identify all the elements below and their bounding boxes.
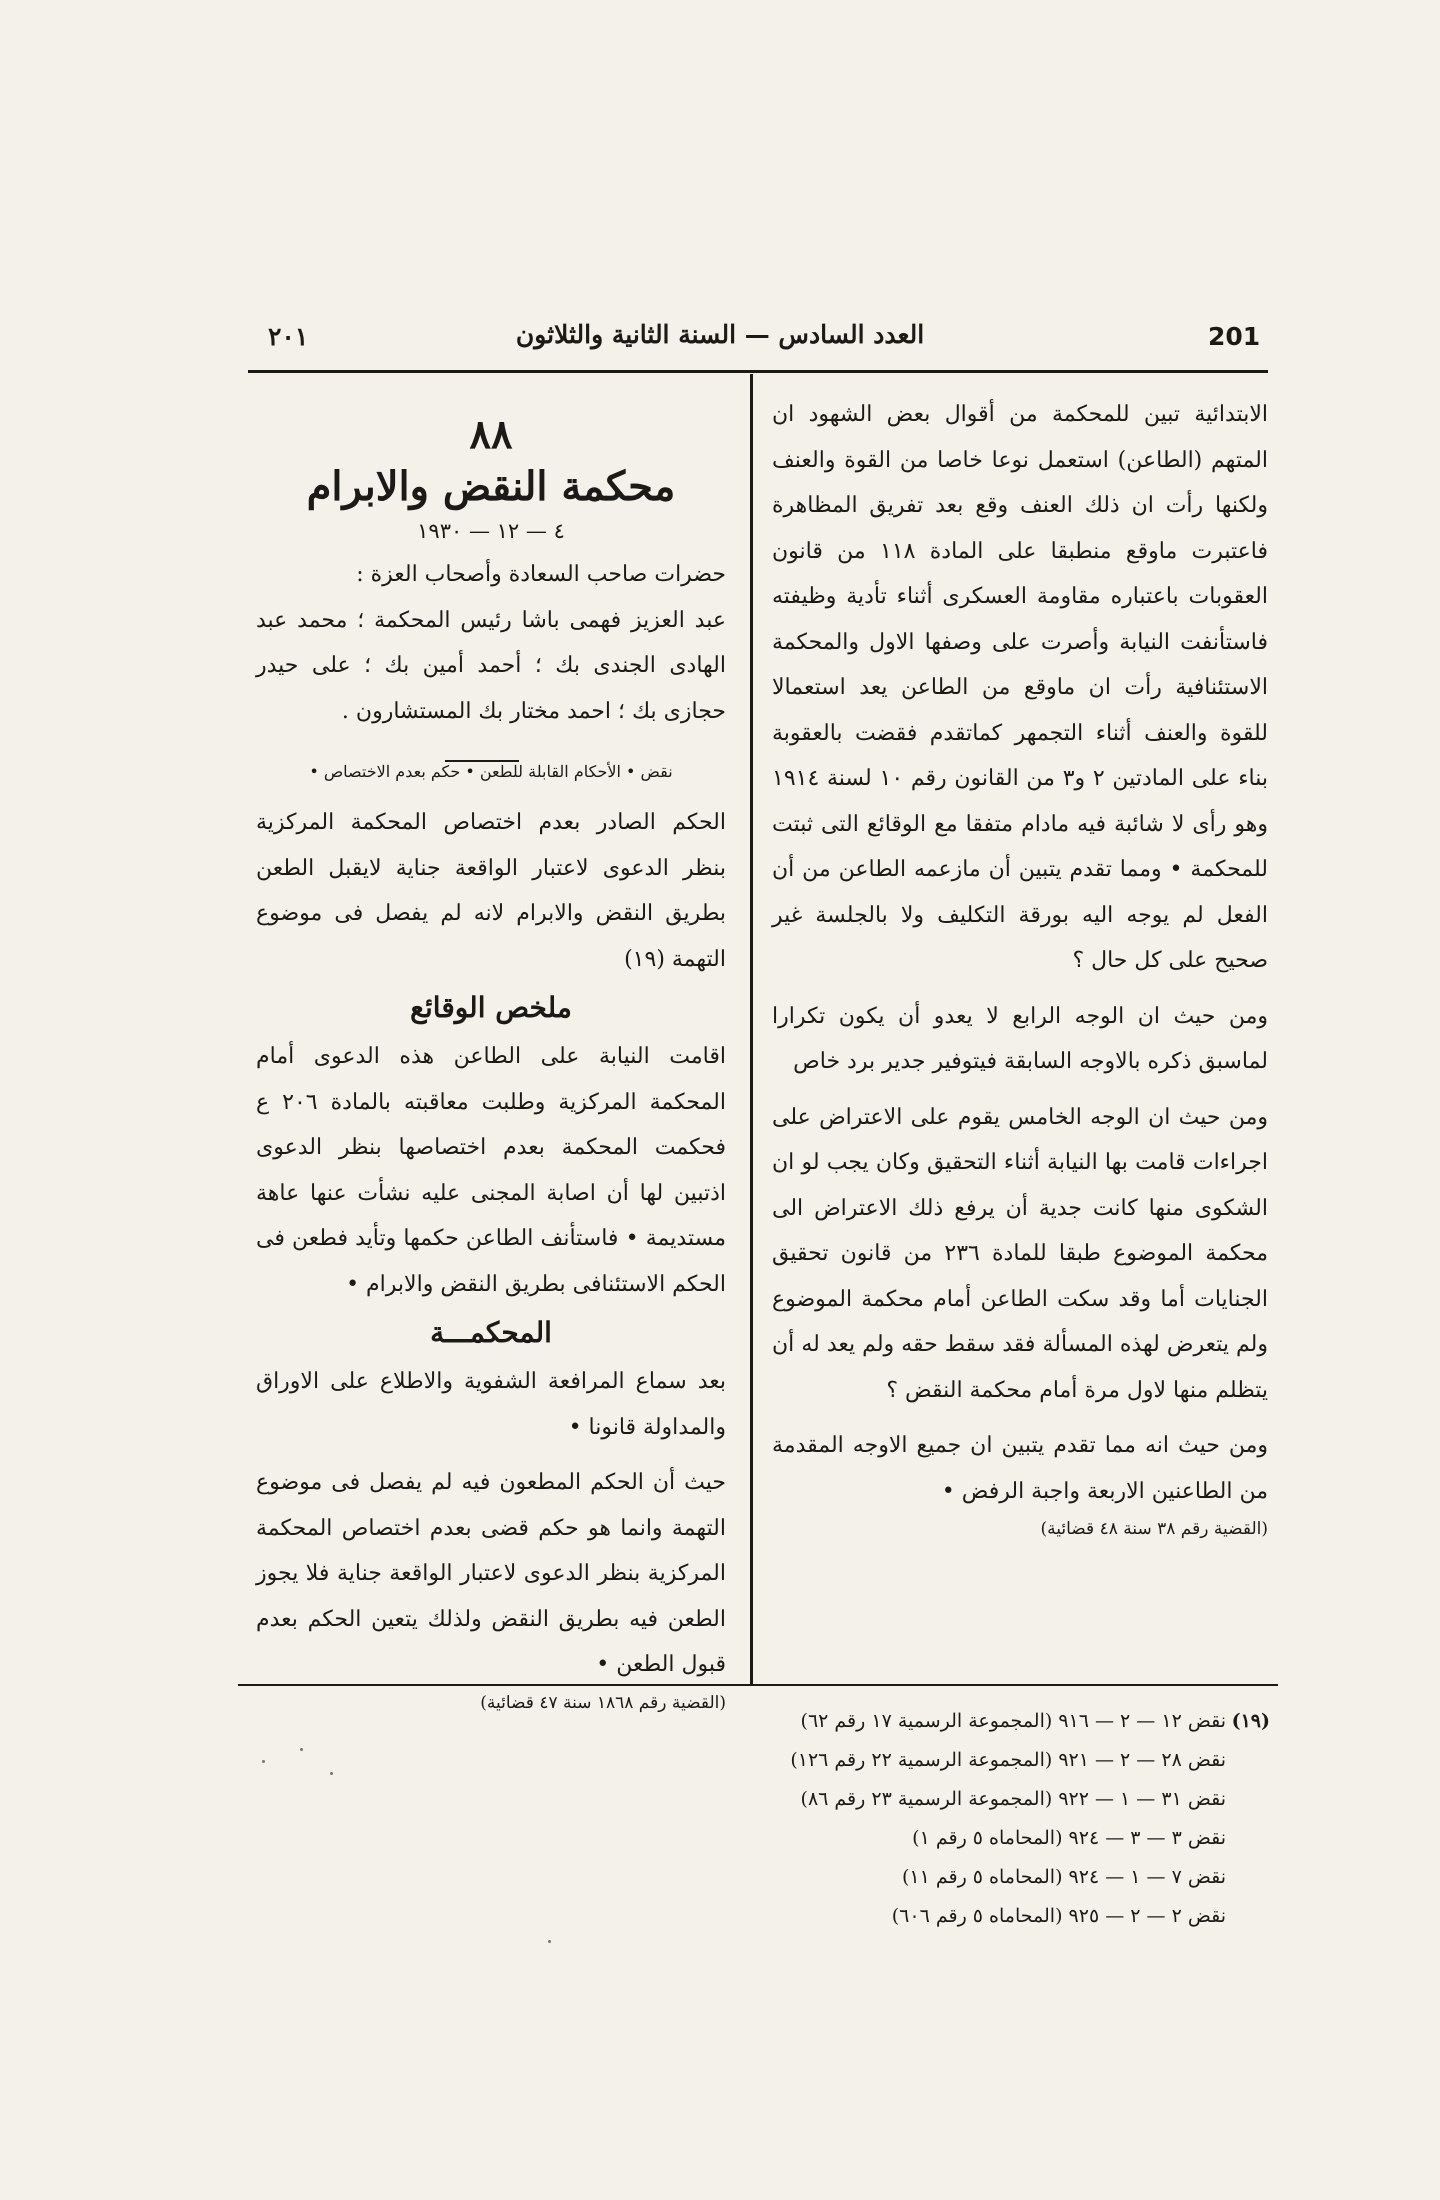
footnote-item: نقض ٣ — ٣ — ٩٢٤ (المحاماه ٥ رقم ١) xyxy=(912,1827,1226,1849)
scan-speck xyxy=(262,1760,265,1763)
facts-paragraph: اقامت النيابة على الطاعن هذه الدعوى أمام المحكمة المركزية وطلبت معاقبته بالمادة ٢٠٦ ع فحكمت المحكمة بعدم اختصاصها بنظر الدعوى اذتبين لها أن اصابة المجنى عليه نشأت عنها عاهة مستديمة • فاستأنف الطاعن حكمها وتأيد فطعن فى الحكم الاستئنافى بطريق النقض والابرام • xyxy=(256,1044,726,1297)
case-date: ٤ — ١٢ — ١٩٣٠ xyxy=(417,519,565,543)
footnote-row xyxy=(520,1780,1270,1819)
footnote-marker: (١٩) xyxy=(1231,1710,1270,1732)
court-heading: المحكمـــة xyxy=(430,1316,552,1349)
page-number-latin: 201 xyxy=(1208,322,1261,351)
right-paragraph-3: ومن حيث ان الوجه الخامس يقوم على الاعتراض على اجراءات قامت بها النيابة أثناء التحقيق وكان يجب لو ان الشكوى منها كانت جدية أن يرفع ذلك الاعتراض الى محكمة الموضوع طبقا للمادة ٢٣٦ من قانون تحقيق الجنايات أما وقد سكت الطاعن أمام محكمة الموضوع ولم يتعرض لهذه المسألة فقد سقط حقه ولم يعد له أن يتظلم منها لاول مرة أمام محكمة النقض ؟ xyxy=(772,1104,1268,1403)
footnote-row xyxy=(520,1897,1270,1936)
left-column xyxy=(256,394,726,1718)
footnote-item: نقض ٢ — ٢ — ٩٢٥ (المحاماه ٥ رقم ٦٠٦) xyxy=(891,1905,1226,1927)
right-case-citation: (القضية رقم ٣٨ سنة ٤٨ قضائية) xyxy=(1040,1519,1268,1539)
court-paragraph-1: بعد سماع المرافعة الشفوية والاطلاع على الاوراق والمداولة قانونا • xyxy=(256,1369,726,1440)
summary-line: نقض • الأحكام القابلة للطعن • حكم بعدم الاختصاص • xyxy=(309,762,673,781)
right-paragraph-2: ومن حيث ان الوجه الرابع لا يعدو أن يكون تكرارا لماسبق ذكره بالاوجه السابقة فيتوفير جدير برد خاص xyxy=(772,1003,1268,1074)
footnote-item: نقض ١٢ — ٢ — ٩١٦ (المجموعة الرسمية ١٧ رقم ٦٢) xyxy=(800,1710,1226,1732)
bench-members: عبد العزيز فهمى باشا رئيس المحكمة ؛ محمد عبد الهادى الجندى بك ؛ أحمد أمين بك ؛ على حيدر حجازى بك ؛ احمد مختار بك المستشارون . xyxy=(256,607,726,724)
footnote-row xyxy=(520,1858,1270,1897)
legal-principle: الحكم الصادر بعدم اختصاص المحكمة المركزية بنظر الدعوى لاعتبار الواقعة جناية لايقبل الطعن بطريق النقض والابرام لانه لم يفصل فى موضوع التهمة (١٩) xyxy=(256,810,726,972)
left-case-citation: (القضية رقم ١٨٦٨ سنة ٤٧ قضائية) xyxy=(480,1692,726,1713)
case-number: ٨٨ xyxy=(469,411,513,458)
right-paragraph-1: الابتدائية تبين للمحكمة من أقوال بعض الشهود ان المتهم (الطاعن) استعمل نوعا خاصا من القوة والعنف ولكنها رأت ان ذلك العنف وقع بعد تفريق المظاهرة فاعتبرت ماوقع منطبقا على المادة ١١٨ من قانون العقوبات باعتباره مقاومة العسكرى أثناء تأدية وظيفته فاستأنفت النيابة وأصرت على وصفها الاول والمحكمة الاستئنافية رأت ان ماوقع من الطاعن يعد استعمالا للقوة والعنف أثناء التجمهر كماتقدم فقضت بالعقوبة بناء على المادتين ٢ و٣ من القانون رقم ١٠ لسنة ١٩١٤ وهو رأى لا شائبة فيه مادام متفقا مع الوقائع التى ثبتت للمحكمة • ومما تقدم يتبين أن مازعمه الطاعن من أن الفعل لم يوجه اليه بورقة التكليف ولا بالجلسة غير صحيح على كل حال ؟ xyxy=(772,402,1269,973)
scan-speck xyxy=(548,1940,551,1943)
column-divider xyxy=(750,374,753,1684)
footnotes xyxy=(520,1702,1270,1936)
facts-heading: ملخص الوقائع xyxy=(410,991,572,1024)
right-paragraph-4: ومن حيث انه مما تقدم يتبين ان جميع الاوجه المقدمة من الطاعنين الاربعة واجبة الرفض • xyxy=(772,1433,1268,1504)
footnote-item: نقض ٣١ — ١ — ٩٢٢ (المجموعة الرسمية ٢٣ رقم ٨٦) xyxy=(800,1788,1226,1810)
bench-intro: حضرات صاحب السعادة وأصحاب العزة : xyxy=(356,562,726,587)
scan-speck xyxy=(330,1772,333,1775)
footnote-row xyxy=(520,1819,1270,1858)
footnote-item: نقض ٢٨ — ٢ — ٩٢١ (المجموعة الرسمية ٢٢ رقم ١٢٦) xyxy=(790,1749,1226,1771)
court-paragraph-2: حيث أن الحكم المطعون فيه لم يفصل فى موضوع التهمة وانما هو حكم قضى بعدم اختصاص المحكمة المركزية بنظر الدعوى لاعتبار الواقعة جناية فلا يجوز الطعن فيه بطريق النقض ولذلك يتعين الحكم بعدم قبول الطعن • xyxy=(256,1470,726,1677)
right-column xyxy=(772,392,1268,1544)
footnote-row xyxy=(520,1741,1270,1780)
scan-speck xyxy=(300,1748,303,1751)
footnote-row xyxy=(520,1702,1270,1741)
running-title: العدد السادس — السنة الثانية والثلاثون xyxy=(515,320,925,349)
footnote-item: نقض ٧ — ١ — ٩٢٤ (المحاماه ٥ رقم ١١) xyxy=(901,1866,1226,1888)
header-rule xyxy=(248,370,1268,373)
court-name: محكمة النقض والابرام xyxy=(306,463,676,510)
page-number-arabic: ٢٠١ xyxy=(268,322,309,351)
